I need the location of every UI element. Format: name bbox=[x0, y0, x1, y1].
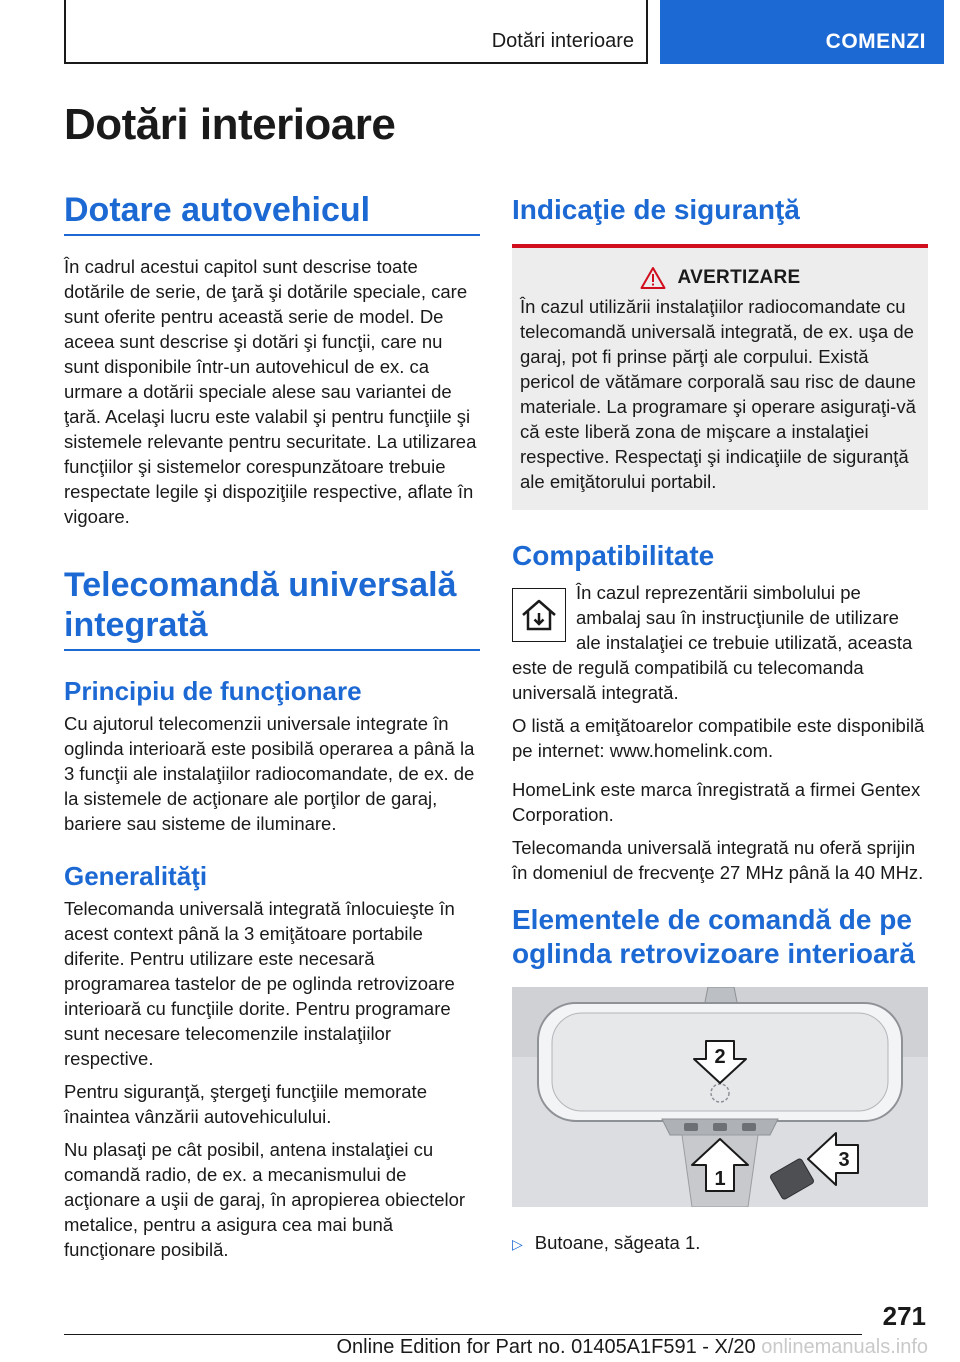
callout-2: 2 bbox=[714, 1046, 726, 1068]
heading-compatibility: Compatibilitate bbox=[512, 540, 715, 571]
homelink-house-icon bbox=[512, 588, 566, 642]
footer-text bbox=[337, 1336, 929, 1359]
warning-header bbox=[520, 266, 920, 290]
page-number: 271 bbox=[882, 1301, 926, 1331]
footer-divider bbox=[64, 1334, 862, 1335]
paragraph-compatibility-2: O listă a emiţătoarelor compatibile este disponibilă pe internet: www.homelink.com. bbox=[512, 715, 925, 761]
heading-safety-note: Indicaţie de siguranţă bbox=[512, 194, 800, 225]
bullet-triangle-icon: ▷ bbox=[512, 1236, 523, 1252]
header-section-tab bbox=[64, 0, 648, 64]
list-item bbox=[512, 1230, 928, 1257]
warning-title: AVERTIZARE bbox=[677, 267, 801, 288]
paragraph-vehicle-equipment: În cadrul acestui capitol sunt descrise toate dotările de serie, de ţară şi dotările speciale, care sunt oferite pentru această serie de model. De aceea sunt descrise şi dotări şi funcţii, care nu sunt disponibile într-un autovehicul de ex. ca urmare a dotării speciale alese sau variantei de ţară. Acelaşi lucru este valabil şi pentru funcţiile şi sistemele relevante pentru securitate. La utilizarea funcţiilor şi sistemelor corespunzătoare trebuie respectate legile şi dispoziţiile respective, aflate în vigoare. bbox=[64, 256, 477, 527]
warning-box bbox=[512, 244, 928, 510]
heading-functional-principle: Principiu de funcţionare bbox=[64, 676, 362, 706]
paragraph-general-1: Telecomanda universală integrată înlocuieşte în acest context până la 3 emiţătoare portabile diferite. Pentru utilizare este necesară programarea tastelor de pe oglinda retrovizoare interioară cu funcţiile dorite. Pentru programare sunt necesare telecomenzile instalaţiilor respective. bbox=[64, 898, 455, 1069]
bullet-text: Butoane, săgeata 1. bbox=[534, 1232, 701, 1253]
paragraph-general-2: Pentru siguranţă, ştergeţi funcţiile memorate înaintea vânzării autovehiculului. bbox=[64, 1081, 427, 1127]
header-chapter-label: COMENZI bbox=[825, 30, 926, 53]
page-title: Dotări interioare bbox=[64, 100, 396, 149]
warning-triangle-icon bbox=[640, 266, 666, 290]
compatibility-block bbox=[512, 580, 928, 885]
heading-vehicle-equipment: Dotare autovehicul bbox=[64, 190, 480, 236]
warning-text: În cazul utilizării instalaţiilor radiocomandate cu telecomandă universală integrată, de ex. uşa de garaj, pot fi prinse părţi ale corpului. Există pericol de vătămare corporală sau risc de daune materiale. La programare şi operare asiguraţi-vă că este liberă zona de mişcare a instalaţiei respective. Respectaţi şi indicaţiile de siguranţă ale emiţătorului portabil. bbox=[520, 296, 916, 492]
paragraph-compatibility-4: Telecomanda universală integrată nu oferă sprijin în domeniul de frecvenţe 27 MHz până la 40 MHz. bbox=[512, 837, 924, 883]
footer-watermark: onlinemanuals.info bbox=[761, 1336, 928, 1358]
heading-universal-remote: Telecomandă universală integrată bbox=[64, 565, 480, 651]
paragraph-functional-principle: Cu ajutorul telecomenzii universale integrate în oglinda interioară este posibilă operarea a până la 3 funcţii ale instalaţiilor radiocomandate, de ex. de la sistemele de acţionare ale porţilor de garaj, bariere sau sisteme de iluminare. bbox=[64, 713, 475, 834]
paragraph-general-3: Nu plasaţi pe cât posibil, antena instalaţiei cu comandă radio, de ex. a mecanismului de acţionare a uşii de garaj, în apropierea obiectelor metalice, pentru a asigura cea mai bună funcţionare posibilă. bbox=[64, 1139, 466, 1260]
header-chapter-tab bbox=[660, 0, 944, 64]
header-section-label: Dotări interioare bbox=[491, 30, 634, 52]
right-column bbox=[512, 190, 928, 1257]
left-column bbox=[64, 190, 480, 1262]
heading-mirror-controls: Elementele de comandă de pe oglinda retrovizoare interioară bbox=[512, 904, 915, 969]
mirror-illustration bbox=[512, 987, 928, 1207]
callout-3: 3 bbox=[838, 1149, 850, 1171]
footer-edition: Online Edition for Part no. 01405A1F591 - X/20 bbox=[336, 1336, 756, 1358]
callout-1: 1 bbox=[714, 1168, 726, 1190]
heading-general: Generalităţi bbox=[64, 861, 208, 891]
paragraph-compatibility-3: HomeLink este marca înregistrată a firmei Gentex Corporation. bbox=[512, 779, 921, 825]
paragraph-compatibility-1: În cazul reprezentării simbolului pe ambalaj sau în instrucţiunile de utilizare ale instalaţiei ce trebuie utilizată, aceasta este de regulă compatibilă cu telecomanda universală integrată. bbox=[512, 582, 913, 703]
